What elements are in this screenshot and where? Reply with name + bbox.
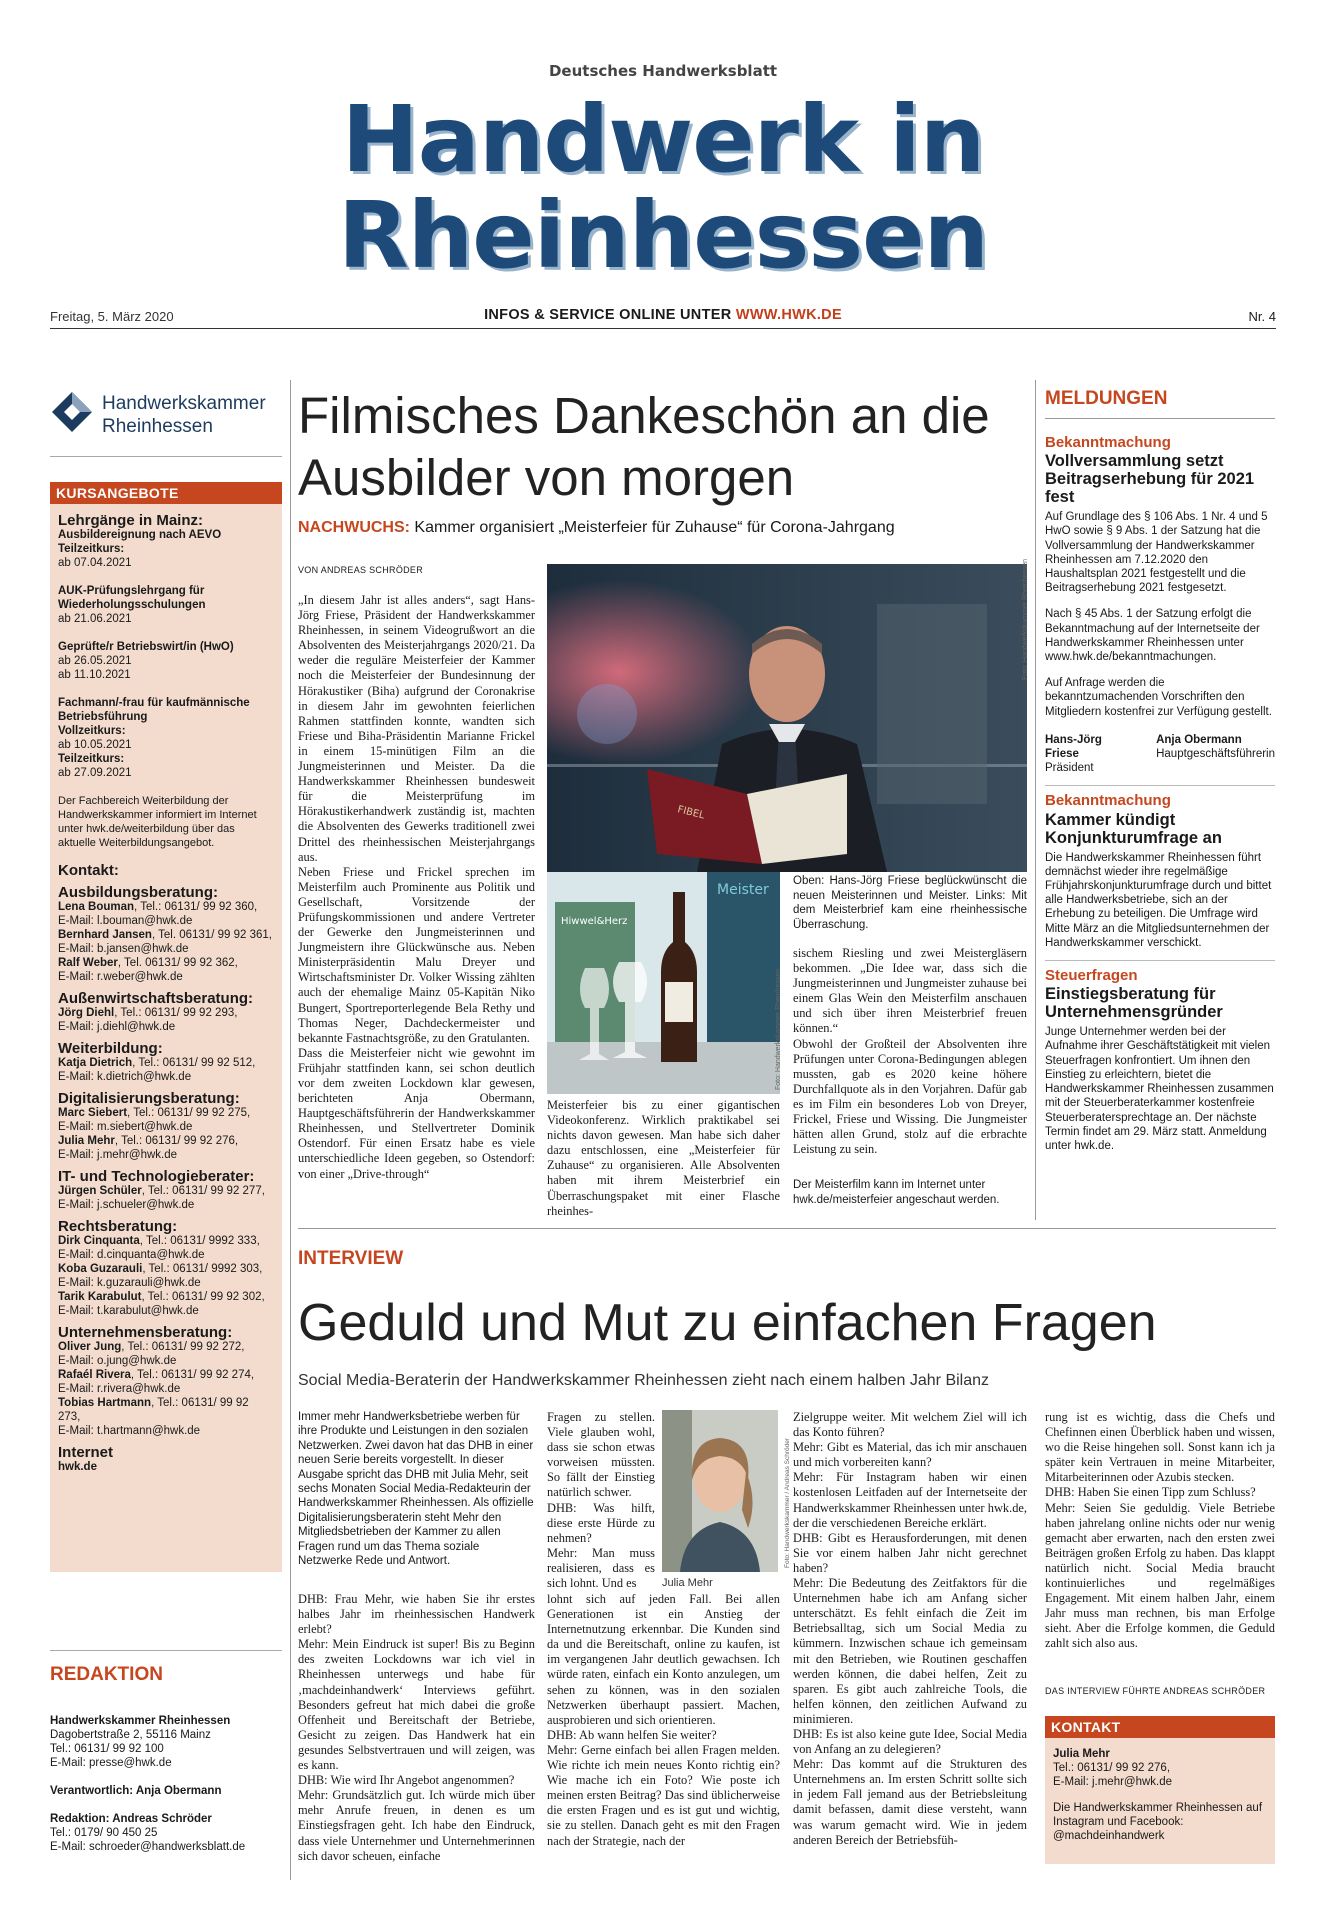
kontakt-person: Tobias Hartmann, Tel.: 06131/ 99 92 273, — [58, 1397, 249, 1423]
interview-kicker: INTERVIEW — [298, 1248, 404, 1269]
presse-email-link[interactable]: E-Mail: presse@hwk.de — [50, 1757, 172, 1769]
title-line-2: Rheinhessen — [337, 182, 989, 289]
kontakt-person: Bernhard Jansen, Tel. 06131/ 99 92 361, — [58, 929, 272, 941]
kontakt-email-link[interactable]: E-Mail: r.weber@hwk.de — [58, 971, 183, 983]
article-byline: VON ANDREAS SCHRÖDER — [298, 565, 424, 575]
article-column-2: Meisterfeier bis zu einer gigantischen Videokonferenz. Wirklich praktikabel sei nichts davon gewesen. Man habe sich daher dazu entschlossen, eine „Meisterfeier für Zuhause“ zu organisieren. Alle Absolventen haben mit ihrem Meisterbrief ein Überraschungspaket mit einer Flasche rheinhes- — [547, 1098, 780, 1218]
article-column-3: sischem Riesling und zwei Meistergläsern bekommen. „Die Idee war, dass sich die Jungmeisterinnen und Jungmeister zuhause bei einem Glas Wein den Meisterfilm anschauen und sich über ihren Meisterbrief freuen können.“ Obwohl der Großteil der Absolventen ihre Prüfungen unter Corona-Bedingungen ablegen mussten, gab es 2020 keine höhere Durchfallquote als in den Vorjahren. Dafür gab es im Film ein besonderes Lob von Dreyer, Frickel, Friese und Wissing. Die Jungmeister hätten allen Grund, stolz auf die erbrachte Leistung zu sein. — [793, 946, 1027, 1157]
kontakt-box: KONTAKT Julia Mehr Tel.: 06131/ 99 92 276, E-Mail: j.mehr@hwk.de Die Handwerkskammer Rheinhessen auf Instagram und Facebook: @machdeinhandwerk — [1045, 1716, 1275, 1864]
kontakt-section-title: Außenwirtschaftsberatung: — [58, 990, 254, 1007]
kontakt-section — [58, 1042, 274, 1084]
article-headline: Filmisches Dankeschön an die Ausbilder von morgen — [298, 387, 990, 506]
signatures: Hans-Jörg Friese Präsident Anja Obermann Hauptgeschäftsführerin — [1045, 733, 1275, 775]
kontakt-section — [58, 992, 274, 1034]
interview-intro: Immer mehr Handwerksbetriebe werben für ihre Produkte und Leistungen in den sozialen Netzwerken. Zwei davon hat das DHB in einer neuen Serie bereits vorgestellt. In dieser Ausgabe spricht das DHB mit Julia Mehr, seit sechs Monaten Social Media-Redakteurin der Handwerkskammer Rheinhessen. Als offizielle Digitalisierungsberaterin steht Mehr den Mitgliedsbetrieben der Kammer zu allen Fragen rund um das Thema soziale Netzwerke Rede und Antwort. — [298, 1411, 534, 1568]
photo-credit: Foto: Handwerkskammer Rheinhessen — [1022, 559, 1029, 680]
kontakt-email-link[interactable]: E-Mail: l.bouman@hwk.de — [58, 915, 193, 927]
kurs-item: Geprüfte/r Betriebswirt/in (HwO) ab 26.05.2021 ab 11.10.2021 — [58, 641, 234, 681]
hwk-logo-text: Handwerkskammer Rheinhessen — [102, 393, 266, 437]
kontakt-email-link[interactable]: E-Mail: b.jansen@hwk.de — [58, 943, 189, 955]
interview-column-4: rung ist es wichtig, dass die Chefs und Chefinnen einen Überblick haben und wissen, wo die Reise hingehen soll. Sonst kann ich ja später kein Vertrauen in meine Mitarbeiter, Mitarbeiterinnen oder Azubis stecken. DHB: Haben Sie einen Tipp zum Schluss? Mehr: Seien Sie geduldig. Viele Betriebe haben jahrelang online nichts oder nur wenig gemacht aber erwarten, nach den ersten zwei Beiträgen großen Erfolg zu haben. Das klappt natürlich nicht. Social Media braucht kontinuierliches und regelmäßiges Engagement. Mit einem halben Jahr, einem Jahr muss man rechnen, bis man Erfolge sieht. Aber die Erfolge kommen, die Geduld zahlt sich also aus. — [1045, 1410, 1275, 1651]
kontakt-person: Ralf Weber, Tel. 06131/ 99 92 362, — [58, 957, 238, 969]
interview-column-1: DHB: Frau Mehr, wie haben Sie ihr erstes halbes Jahr im rheinhessischen Handwerk erlebt? Mehr: Mein Eindruck ist super! Bis zu Beginn des zweiten Lockdowns war ich viel in Rheinhessen unterwegs und habe für ‚machdeinhandwerk‘ Interviews geführt. Besonders gefreut hat mich dabei die große Offenheit und Bereitschaft der Betriebe, Gesicht zu zeigen. Das Handwerk hat ein gesundes Selbstvertrauen und will zeigen, was es kann. DHB: Wie wird Ihr Angebot angenommen? Mehr: Grundsätzlich gut. Ich würde mich über mehr Anrufe freuen, in denen es um Einstiegsfragen geht. Ich habe den Eindruck, dass viele Unternehmer und Unternehmerinnen sich davor scheuen, einfache — [298, 1592, 535, 1863]
kontakt-email-link[interactable]: E-Mail: t.hartmann@hwk.de — [58, 1425, 201, 1437]
article-subheadline: NACHWUCHS: Kammer organisiert „Meisterfeier für Zuhause“ für Corona-Jahrgang — [298, 519, 895, 536]
interview-column-2a: Fragen zu stellen. Viele glauben wohl, dass sie schon etwas vorweisen müssten. So fällt der Einstieg natürlich schwer. DHB: Was hilft, diese erste Hürde zu nehmen? Mehr: Man muss realisieren, dass es sich lohnt. Und es — [547, 1410, 655, 1591]
box-label: Meister — [717, 882, 769, 898]
kontakt-section — [58, 1446, 274, 1474]
meldung-divider — [1045, 960, 1275, 961]
issue-number: Nr. 4 — [1248, 309, 1276, 324]
meldungen-header: MELDUNGEN — [1045, 388, 1168, 409]
social-handle-link[interactable]: @machdeinhandwerk — [1053, 1830, 1165, 1842]
redaktion-rule — [50, 1650, 282, 1651]
meldung-title: Einstiegsberatung für Unternehmensgründer — [1045, 985, 1223, 1022]
kontakt-email-link[interactable]: E-Mail: m.siebert@hwk.de — [58, 1121, 193, 1133]
title-line-1: Handwerk in — [341, 86, 985, 193]
photo-credit: Foto: Handwerkskammer Rheinhessen — [775, 969, 782, 1090]
kontakt-person: Julia Mehr, Tel.: 06131/ 99 92 276, — [58, 1135, 239, 1147]
kurs-item: AUK-Prüfungslehrgang für Wiederholungsschulungen ab 21.06.2021 — [58, 585, 206, 625]
kontakt-section — [58, 886, 274, 984]
kontakt-section-title: Internet — [58, 1444, 114, 1461]
kontakt-section-title: Ausbildungsberatung: — [58, 884, 218, 901]
kursangebote-box — [50, 482, 282, 1572]
photo-caption: Julia Mehr — [662, 1577, 713, 1589]
kontakt-person: Oliver Jung, Tel.: 06131/ 99 92 272, — [58, 1341, 245, 1353]
interview-column-2b: lohnt sich auf jeden Fall. Bei allen Generationen ist ein Anstieg der Internetnutzung erkennbar. Die Kunden sind da und die Bereitschaft, online zu kaufen, ist im vergangenen Jahr deutlich gewachsen. Ich würde raten, einfach ein Konto anzulegen, um sehen zu können, was in den sozialen Netzwerken überhaupt passiert. Machen, ausprobieren und sich orientieren. DHB: Ab wann helfen Sie weiter? Mehr: Gerne einfach bei allen Fragen melden. Wie richte ich mein neues Konto richtig ein? Wie mache ich ein Foto? Wie poste ich meinen ersten Beitrag? Das sind üblicherweise die ersten Fragen und es ist gut und wichtig, sie zu stellen. Danach geht es mit den Fragen nach der Strategie, nach der — [547, 1592, 780, 1848]
kontakt-email-link[interactable]: E-Mail: r.rivera@hwk.de — [58, 1383, 181, 1395]
interview-footer: DAS INTERVIEW FÜHRTE ANDREAS SCHRÖDER — [1045, 1686, 1266, 1696]
kontakt-email-link[interactable]: E-Mail: t.karabulut@hwk.de — [58, 1305, 199, 1317]
column-divider — [290, 380, 291, 1880]
redaktion-box: Handwerkskammer Rheinhessen Dagobertstraße 2, 55116 Mainz Tel.: 06131/ 99 92 100 E-Mail: presse@hwk.de Verantwortlich: Anja Obermann Redaktion: Andreas Schröder Tel.: 0179/ 90 450 25 E-Mail: schroeder@handwerksblatt.de — [50, 1714, 282, 1854]
julia-mehr-photo — [662, 1410, 778, 1572]
kontakt-person: Jörg Diehl, Tel.: 06131/ 99 92 293, — [58, 1007, 238, 1019]
interview-headline: Geduld und Mut zu einfachen Fragen — [298, 1294, 1157, 1352]
kontakt-person: Marc Siebert, Tel.: 06131/ 99 92 275, — [58, 1107, 251, 1119]
kontakt-email-link[interactable]: E-Mail: j.schueler@hwk.de — [58, 1199, 195, 1211]
kontakt-section — [58, 1092, 274, 1162]
kontakt-person: Katja Dietrich, Tel.: 06131/ 99 92 512, — [58, 1057, 256, 1069]
kontakt-person: Lena Bouman, Tel.: 06131/ 99 92 360, — [58, 901, 258, 913]
article-column-1: „In diesem Jahr ist alles anders“, sagt Hans-Jörg Friese, Präsident der Handwerkskammer Rheinhessen, in seinem Videogrußwort an die Absolventen des Meisterjahrgangs 2020/21. Da weder die reguläre Meisterfeier der Kammer noch die Meisterfeier der Bundesinnung der Hörakustiker (Biha) aufgrund der Coronakrise in diesem Jahr im gewohnten feierlichen Rahmen stattfinden konnte, wandten sich Friese und Biha-Präsidentin Marianne Frickel in einem 15-minütigen Film an die Jungmeisterinnen und Meister. Da die Handwerkskammer Rheinhessen bundesweit für die Meisterprüfung im Hörakustikerhandwerk zuständig ist, machten die Absolventen des Gewerks traditionell zwei Drittel des rheinhessischen Meisterjahrgangs aus. Neben Friese und Frickel sprechen im Meisterfilm auch Prominente aus Politik und Gesellschaft, Vorsitzende der Prüfungskommissionen und andere Vertreter der Gewerke den Jungmeisterinnen und Jungmeistern ihre Glückwünsche aus. Neben Ministerpräsidentin Malu Dreyer und Wirtschaftsminister Dr. Volker Wissing zählten auch der ehemalige Mainz 05-Kapitän Niko Bungert, Sportreporterlegende Bela Rethy und Thomas Neger, Dachdeckermeister und bekannte Fastnachtsgröße, zu den Gratulanten. Dass die Meisterfeier nicht wie gewohnt im Frühjahr stattfinden kann, sei schon deutlich vor dem zweiten Lockdown klar gewesen, berichteten Anja Obermann, Hauptgeschäftsführerin der Handwerkskammer Rheinhessen, und Stellvertreter Dominik Ostendorf. Für einen Ersatz habe es viele unterschiedliche Ideen gegeben, so Ostendorf: von einer „Drive-through“ — [298, 593, 535, 1181]
gift-package-photo — [547, 872, 780, 1094]
column-divider — [1035, 380, 1036, 1220]
meldung-title: Kammer kündigt Konjunkturumfrage an — [1045, 810, 1222, 847]
section-divider — [298, 1228, 1276, 1229]
meldung-title: Vollversammlung setzt Beitragserhebung für 2021 fest — [1045, 452, 1255, 507]
kontakt-email-link[interactable]: E-Mail: o.jung@hwk.de — [58, 1355, 177, 1367]
issue-date: Freitag, 5. März 2020 — [50, 309, 174, 324]
masthead-rule — [50, 328, 1276, 329]
kontakt-email-link[interactable]: E-Mail: j.diehl@hwk.de — [58, 1021, 176, 1033]
kontakt-email-link[interactable]: E-Mail: k.dietrich@hwk.de — [58, 1071, 192, 1083]
kursangebote-header: KURSANGEBOTE — [50, 482, 282, 504]
newspaper-title — [0, 86, 1326, 289]
service-line — [0, 307, 1326, 323]
kontakt-person: Jürgen Schüler, Tel.: 06131/ 99 92 277, — [58, 1185, 265, 1197]
kontakt-person: hwk.de — [58, 1461, 97, 1473]
kurs-item: Ausbildereignung nach AEVO Teilzeitkurs: ab 07.04.2021 — [58, 529, 222, 569]
kurs-item: Fachmann/-frau für kaufmännische Betriebsführung Vollzeitkurs: ab 10.05.2021 Teilzeitkurs: ab 27.09.2021 — [58, 697, 250, 779]
logo-rule — [50, 456, 282, 457]
kontakt-person: Dirk Cinquanta, Tel.: 06131/ 9992 333, — [58, 1235, 260, 1247]
kontakt-section-title: Unternehmensberatung: — [58, 1324, 233, 1341]
kontakt-section-title: Rechtsberatung: — [58, 1218, 178, 1235]
photo-caption: Oben: Hans-Jörg Friese beglückwünscht die neuen Meisterinnen und Meister. Links: Mit dem Meisterbrief kam eine rheinhessische Überraschung. — [793, 875, 1027, 931]
kontakt-section-title: Digitalisierungsberatung: — [58, 1090, 240, 1107]
kurse-title: Lehrgänge in Mainz: — [58, 512, 204, 529]
photo-credit: Foto: Handwerkskammer / Andreas Schröder — [784, 1437, 791, 1568]
book-title: FIBEL — [676, 804, 706, 822]
meisterfilm-note: Der Meisterfilm kann im Internet unter hwk.de/meisterfeier angeschaut werden. — [793, 1179, 1000, 1206]
kontakt-sections — [58, 886, 274, 1474]
kontakt-person: Tarik Karabulut, Tel.: 06131/ 99 92 302, — [58, 1291, 265, 1303]
kontakt-section-title: IT- und Technologieberater: — [58, 1168, 255, 1185]
kontakt-section — [58, 1170, 274, 1212]
kontakt-email-link[interactable]: E-Mail: d.cinquanta@hwk.de — [58, 1249, 205, 1261]
kontakt-section — [58, 1220, 274, 1318]
meldungen-rule — [1045, 418, 1275, 419]
interview-column-3: Zielgruppe weiter. Mit welchem Ziel will ich das Konto führen? Mehr: Gibt es Material, das ich mir anschauen und mich vorbereiten kann? Mehr: Für Instagram haben wir einen kostenlosen Leitfaden auf der Internetseite der Handwerkskammer Rheinhessen unter hwk.de, der die verschiedenen Bereiche erklärt. DHB: Gibt es Herausforderungen, mit denen Sie vor einem halben Jahr nicht gerechnet haben? Mehr: Die Bedeutung des Zeitfaktors für die Unternehmen habe ich am Anfang sicher unterschätzt. Es fehlt einfach die Zeit im Betriebsalltag, sich um Social Media zu kümmern. Inzwischen schaue ich gemeinsam mit den Betrieben, wie Routinen geschaffen werden können, die dabei helfen, Zeit zu sparen. Es gibt auch zahlreiche Tools, die helfen können, den zeitlichen Aufwand zu minimieren. DHB: Es ist also keine gute Idee, Social Media von Anfang an zu delegieren? Mehr: Das kommt auf die Strukturen des Unternehmens an. Im ersten Schritt sollte sich in jedem Fall jemand aus der Betriebsleitung damit befassen, damit diese versteht, wann was warum gemacht wird. Wie in jedem anderen Bereich der Betriebsfüh- — [793, 1410, 1027, 1847]
card-label: Hiwwel&Herz — [561, 916, 628, 927]
kontakt-title: Kontakt: — [58, 862, 119, 879]
kontakt-email-link[interactable]: E-Mail: j.mehr@hwk.de — [1053, 1776, 1173, 1788]
kontakt-person: Rafaél Rivera, Tel.: 06131/ 99 92 274, — [58, 1369, 255, 1381]
president-photo — [547, 564, 1027, 872]
masthead-top: Deutsches Handwerksblatt — [548, 62, 778, 80]
redaktion-email-link[interactable]: E-Mail: schroeder@handwerksblatt.de — [50, 1841, 246, 1853]
kontakt-header: KONTAKT — [1045, 1716, 1275, 1738]
kontakt-email-link[interactable]: E-Mail: k.guzarauli@hwk.de — [58, 1277, 201, 1289]
service-prefix: INFOS & SERVICE ONLINE UNTER — [484, 307, 732, 323]
redaktion-header: REDAKTION — [50, 1664, 163, 1685]
kontakt-section-title: Weiterbildung: — [58, 1040, 163, 1057]
kontakt-section — [58, 1326, 274, 1438]
meldung-divider — [1045, 785, 1275, 786]
interview-subheadline: Social Media-Beraterin der Handwerkskammer Rheinhessen zieht nach einem halben Jahr Bilanz — [298, 1372, 990, 1389]
meldungen-column: Bekanntmachung Vollversammlung setzt Beitragserhebung für 2021 fest Auf Grundlage des § 106 Abs. 1 Nr. 4 und 5 HwO sowie § 9 Abs. 1 der Satzung hat die Vollversammlung der Handwerkskammer Rheinhessen am 7.12.2020 den Haushaltsplan 2021 festgestellt und die Beitragserhebung 2021 festgesetzt. Nach § 45 Abs. 1 der Satzung erfolgt die Bekanntmachung auf der Internetseite der Handwerkskammer Rheinhessen unter www.hwk.de/bekanntmachungen. Auf Anfrage werden die bekanntzumachenden Vorschriften den Mitgliedern kostenfrei zur Verfügung gestellt. Hans-Jörg Friese Präsident Anja Obermann Hauptgeschäftsführerin Bekanntmachung Kammer kündigt Konjunkturumfrage an Die Handwerkskammer Rheinhessen führt demnächst wieder ihre regelmäßige Frühjahrskonjunkturumfrage durch und bittet alle Handwerksbetriebe, sich an der Erhebung zu beteiligen. Die Umfrage wird Mitte März an die Mitgliedsunternehmen der Handwerkskammer verschickt. Steuerfragen Einstiegsberatung für Unternehmensgründer Junge Unternehmer werden bei der Aufnahme ihrer Geschäftstätigkeit mit vielen Steuerfragen konfrontiert. Um ihnen den Einstieg zu erleichtern, bietet die Handwerkskammer Rheinhessen zusammen mit der Steuerberaterkammer kostenfreie Steuerberatersprechtage an. Der nächste Termin findet am 29. März statt. Anmeldung unter hwk.de. — [1045, 434, 1275, 1152]
weiterbildung-info: Der Fachbereich Weiterbildung der Handwerkskammer informiert im Internet unter hwk.de/weiterbildung über das aktuelle Weiterbildungsangebot. — [58, 795, 257, 849]
kontakt-person: Koba Guzarauli, Tel.: 06131/ 9992 303, — [58, 1263, 263, 1275]
kontakt-email-link[interactable]: E-Mail: j.mehr@hwk.de — [58, 1149, 178, 1161]
service-url-link[interactable]: WWW.HWK.DE — [735, 307, 842, 323]
